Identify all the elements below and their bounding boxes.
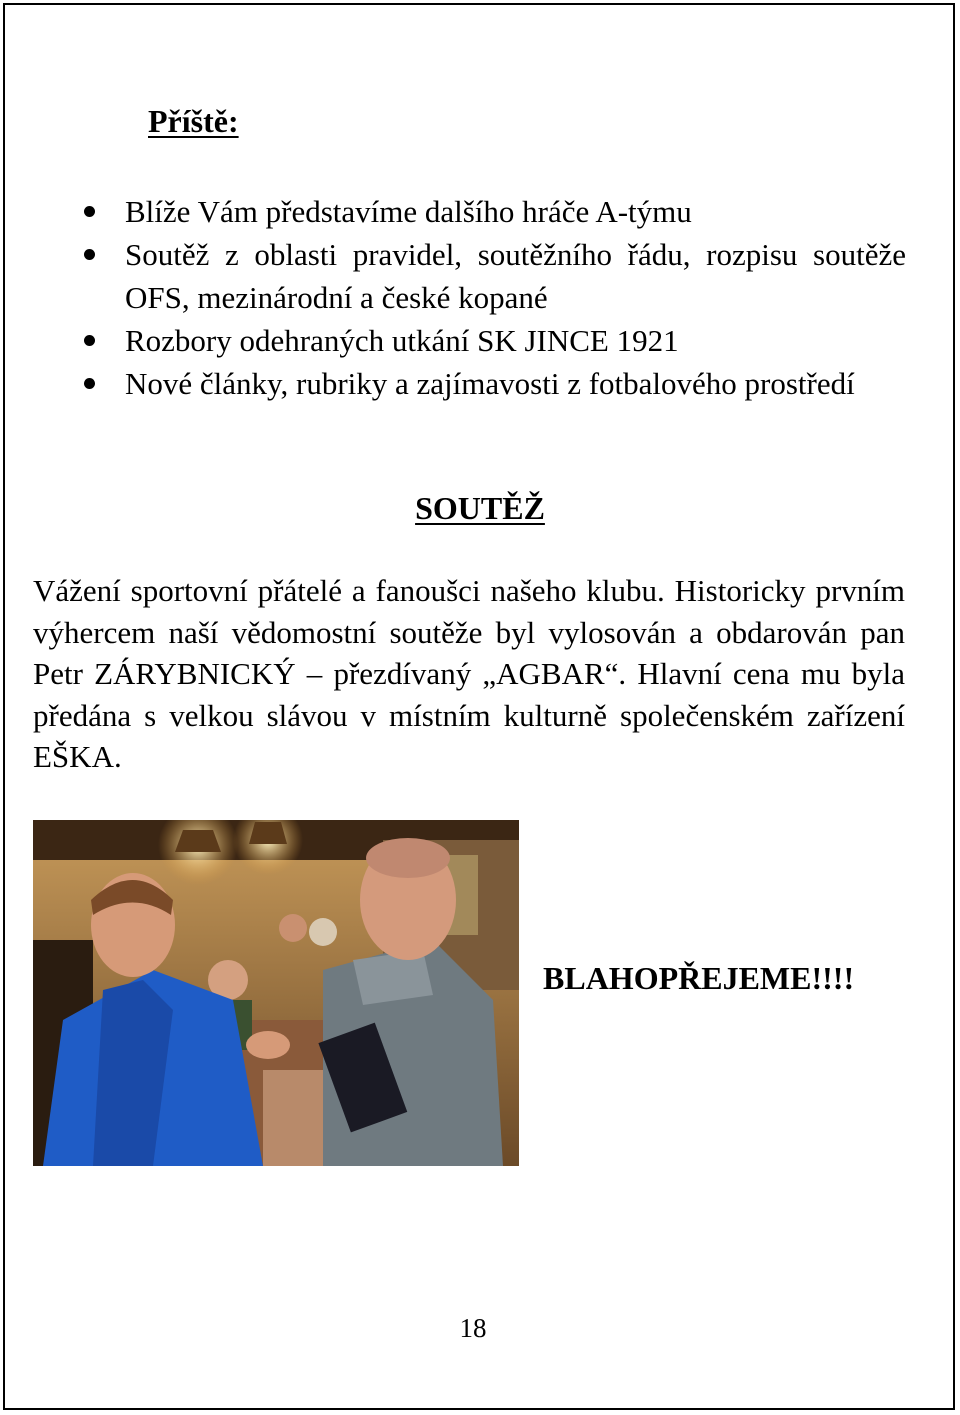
list-item-text: Rozbory odehraných utkání SK JINCE 1921 [125, 323, 679, 358]
bullet-icon [84, 335, 95, 346]
list-item [80, 319, 906, 362]
winner-photo [33, 820, 519, 1166]
next-issue-list [80, 190, 906, 405]
list-item [80, 190, 906, 233]
bullet-icon [84, 249, 95, 260]
list-item [80, 362, 906, 405]
bullet-icon [84, 206, 95, 217]
bullet-icon [84, 378, 95, 389]
list-item-text: Blíže Vám představíme dalšího hráče A-týmu [125, 194, 692, 229]
contest-heading-wrap [0, 490, 960, 527]
congratulations-text: BLAHOPŘEJEME!!!! [543, 960, 855, 996]
contest-heading: SOUTĚŽ [415, 490, 545, 526]
next-issue-heading: Příště: [148, 103, 239, 139]
page-number: 18 [459, 1313, 487, 1343]
list-item [80, 233, 906, 319]
list-item-text: Nové články, rubriky a zajímavosti z fotbalového prostředí [125, 366, 855, 401]
contest-paragraph: Vážení sportovní přátelé a fanoušci našeho klubu. Historicky prvním výhercem naší vědomostní soutěže byl vylosován a obdarován pan Petr ZÁRYBNICKÝ – přezdívaný „AGBAR“. Hlavní cena mu byla předána s velkou slávou v místním kulturně společenském zařízení EŠKA. [33, 573, 905, 774]
list-item-text: Soutěž z oblasti pravidel, soutěžního řádu, rozpisu soutěže OFS, mezinárodní a české kopané [125, 237, 906, 315]
